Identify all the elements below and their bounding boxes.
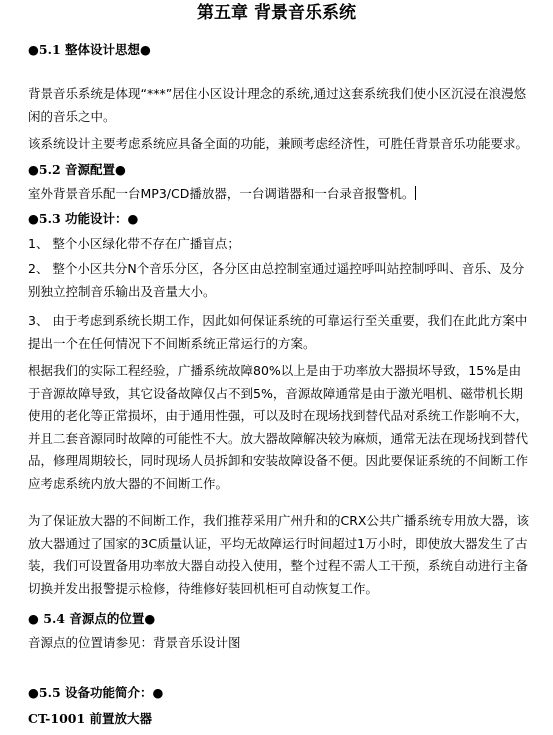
paragraph-5-1-intro: 背景音乐系统是体现“***”居住小区设计理念的系统,通过这套系统我们使小区沉浸在浪漫悠闲的音乐之中。 xyxy=(28,86,527,124)
heading-5-3: ●5.3 功能设计：● xyxy=(28,211,139,226)
paragraph-5-1-design: 该系统设计主要考虑系统应具备全面的功能，兼顾考虑经济性，可胜任背景音乐功能要求。 xyxy=(28,136,529,151)
paragraph-5-3-experience: 根据我们的实际工程经验，广播系统故障80%以上是由于功率放大器损坏导致，15%是由于音源故障导致，其它设备故障仅占不到5%，音源故障通常是由于激光唱机、磁带机长期使用的老化等正常损坏，由于通用性强，可以及时在现场找到替代品对系统工作影响不大，并且二套音源同时故障的可能性不大。放大器故障解决较为麻烦，通常无法在现场找到替代品，修理周期较长，同时现场人员拆卸和安装故障设备不便。因此要保证系统的不间断工作应考虑系统内放大器的不间断工作。 xyxy=(28,363,529,491)
heading-5-5: ●5.5 设备功能简介：● xyxy=(28,685,164,700)
list-item-2: 2、 整个小区共分N个音乐分区，各分区由总控制室通过遥控呼叫站控制呼叫、音乐、及分别独立控制音乐输出及音量大小。 xyxy=(28,261,525,299)
heading-5-4: ● 5.4 音源点的位置● xyxy=(28,611,156,626)
heading-5-1: ●5.1 整体设计思想● xyxy=(28,42,151,57)
subheading-ct-1001: CT-1001 前置放大器 xyxy=(28,711,153,726)
text-cursor xyxy=(415,186,416,200)
paragraph-5-3-amplifier: 为了保证放大器的不间断工作，我们推荐采用广州升和的CRX公共广播系统专用放大器，该放大器通过了国家的3C质量认证，平均无故障运行时间超过1万小时，即使放大器发生了古装，我们可设置备用功率放大器自动投入使用，整个过程不需人工干预，系统自动进行主备切换并发出报警提示检修，待维修好装回机柜可自动恢复工作。 xyxy=(28,513,529,596)
list-item-1: 1、 整个小区绿化带不存在广播盲点； xyxy=(28,236,240,251)
paragraph-5-4-location: 音源点的位置请参见：背景音乐设计图 xyxy=(28,635,241,650)
heading-5-2: ●5.2 音源配置● xyxy=(28,162,126,177)
list-item-3: 3、 由于考虑到系统长期工作，因此如何保证系统的可靠运行至关重要，我们在此此方案中提出一个在任何情况下不间断系统正常运行的方案。 xyxy=(28,313,528,351)
paragraph-5-2-source[interactable] xyxy=(28,183,533,206)
chapter-title: 第五章 背景音乐系统 xyxy=(197,3,356,23)
paragraph-5-2-text: 室外背景音乐配一台MP3/CD播放器，一台调谐器和一台录音报警机。 xyxy=(28,186,415,201)
